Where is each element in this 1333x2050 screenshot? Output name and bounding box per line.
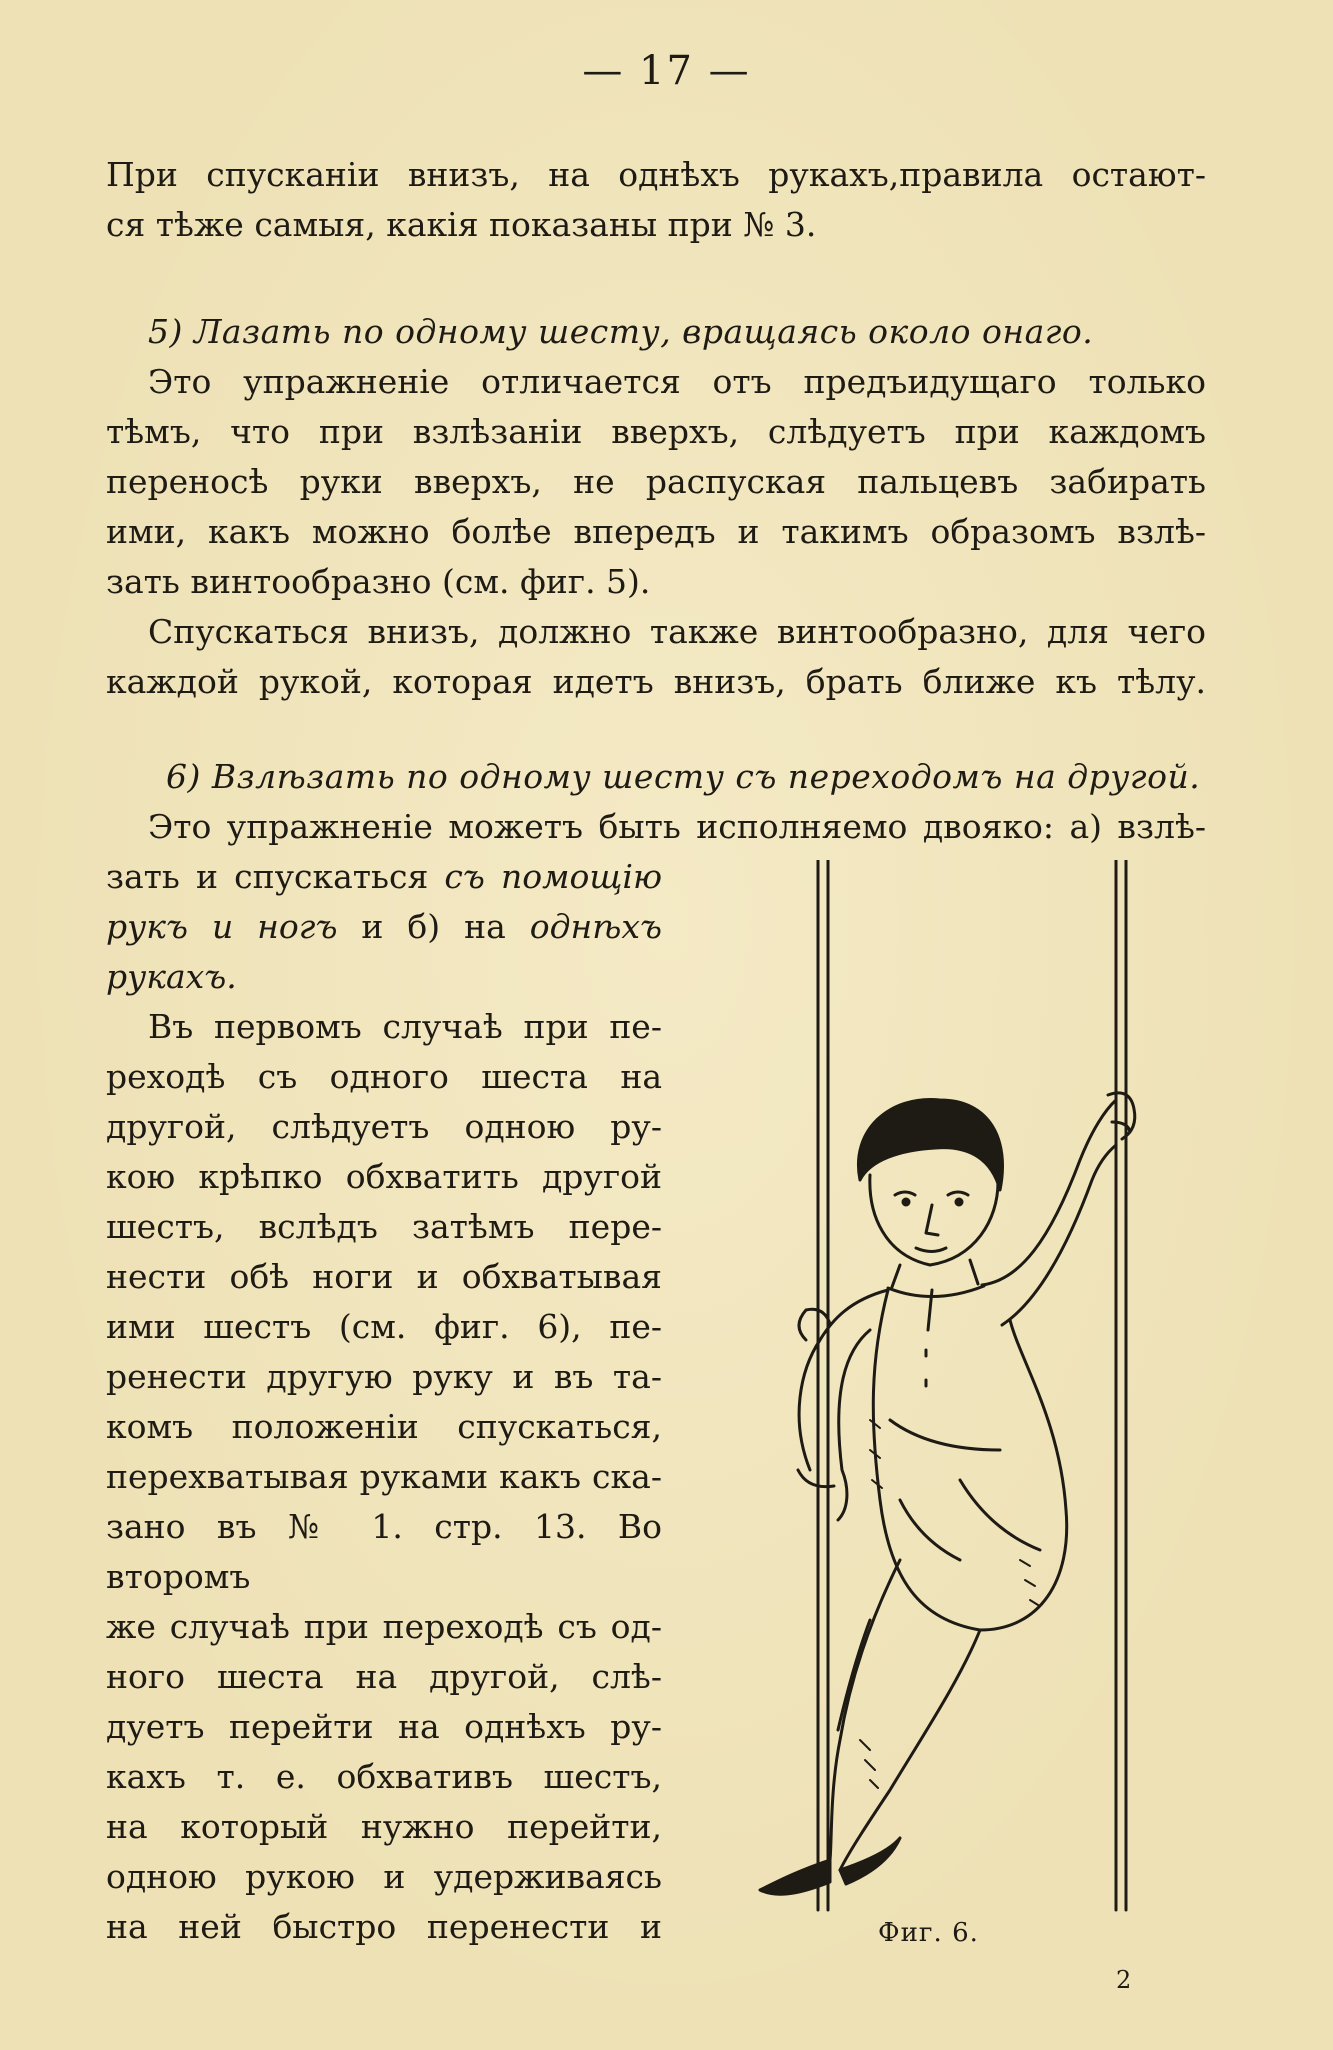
collar: [888, 1286, 984, 1297]
text-line: [106, 902, 662, 952]
section-5-heading: 5) Лазать по одному шесту, вращаясь около онаго.: [148, 312, 1094, 351]
text-line: другой, слѣдуетъ одною ру-: [106, 1107, 662, 1146]
text-span: и б) на: [337, 907, 530, 946]
pole-climber-illustration: [720, 860, 1190, 1940]
text-line: ими шестъ (см. фиг. 6), пе-: [106, 1307, 662, 1346]
right-hand: [1108, 1093, 1135, 1139]
text-line: зать винтообразно (см. фиг. 5).: [106, 562, 651, 601]
section-6-column: [106, 852, 662, 1952]
text-line: переносѣ руки вверхъ, не распуская пальцевъ забирать: [106, 462, 1206, 501]
head-hair: [858, 1100, 1002, 1190]
text-line: одною рукою и удерживаясь: [106, 1857, 662, 1896]
text-line: ся тѣже самыя, какія показаны при № 3.: [106, 205, 817, 244]
text-line: Это упражненіе отличается отъ предъидущаго только: [148, 362, 1206, 401]
text-line: Въ первомъ случаѣ при пе-: [148, 1007, 662, 1046]
text-line: же случаѣ при переходѣ съ од-: [106, 1607, 662, 1646]
text-line: каждой рукой, которая идетъ внизъ, брать ближе къ тѣлу.: [106, 662, 1206, 701]
text-line: ренести другую руку и въ та-: [106, 1357, 662, 1396]
section-6-heading: 6) Взлѣзать по одному шесту съ переходомъ на другой.: [166, 757, 1201, 796]
text-span-italic: однѣхъ: [529, 907, 662, 946]
text-line: При спусканіи внизъ, на однѣхъ рукахъ,правила остают-: [106, 155, 1206, 194]
page-number: — 17 —: [582, 48, 751, 94]
text-line: на ней быстро перенести и: [106, 1907, 662, 1946]
text-line: [106, 852, 662, 902]
text-line: дуетъ перейти на однѣхъ ру-: [106, 1707, 662, 1746]
text-line: ими, какъ можно болѣе впередъ и такимъ образомъ взлѣ-: [106, 512, 1206, 551]
text-line: перехватывая руками какъ ска-: [106, 1457, 662, 1496]
text-line: кахъ т. е. обхвативъ шестъ,: [106, 1757, 662, 1796]
leg-upper: [830, 1560, 900, 1860]
text-line: на который нужно перейти,: [106, 1807, 662, 1846]
shirt-body: [873, 1290, 1066, 1630]
text-line: Спускаться внизъ, должно также винтообразно, для чего: [148, 612, 1206, 651]
text-span: зать и спускаться: [106, 857, 445, 896]
text-line: комъ положеніи спускаться,: [106, 1407, 662, 1446]
text-line: рукахъ.: [106, 957, 237, 996]
text-line: кою крѣпко обхватить другой: [106, 1157, 662, 1196]
signature-mark: 2: [1116, 1966, 1132, 1994]
section-5: [106, 307, 1206, 707]
text-span-italic: съ помощію: [444, 857, 662, 896]
text-line: тѣмъ, что при взлѣзаніи вверхъ, слѣдуетъ при каждомъ: [106, 412, 1206, 451]
text-line: шестъ, вслѣдъ затѣмъ пере-: [106, 1207, 662, 1246]
text-line: реходѣ съ одного шеста на: [106, 1057, 662, 1096]
text-span-italic: рукъ и ногъ: [106, 907, 338, 946]
intro-paragraph: [106, 150, 1206, 250]
right-foot: [840, 1838, 900, 1884]
figure-caption: Фиг. 6.: [878, 1918, 979, 1948]
text-line: зано въ № 1. стр. 13. Во второмъ: [106, 1507, 662, 1596]
right-arm: [982, 1100, 1116, 1285]
section-6: [106, 752, 1206, 852]
text-line: нести обѣ ноги и обхватывая: [106, 1257, 662, 1296]
text-line: ного шеста на другой, слѣ-: [106, 1657, 662, 1696]
figure-6: [720, 860, 1190, 1940]
text-line: Это упражненіе можетъ быть исполняемо двояко: а) взлѣ-: [148, 807, 1206, 846]
